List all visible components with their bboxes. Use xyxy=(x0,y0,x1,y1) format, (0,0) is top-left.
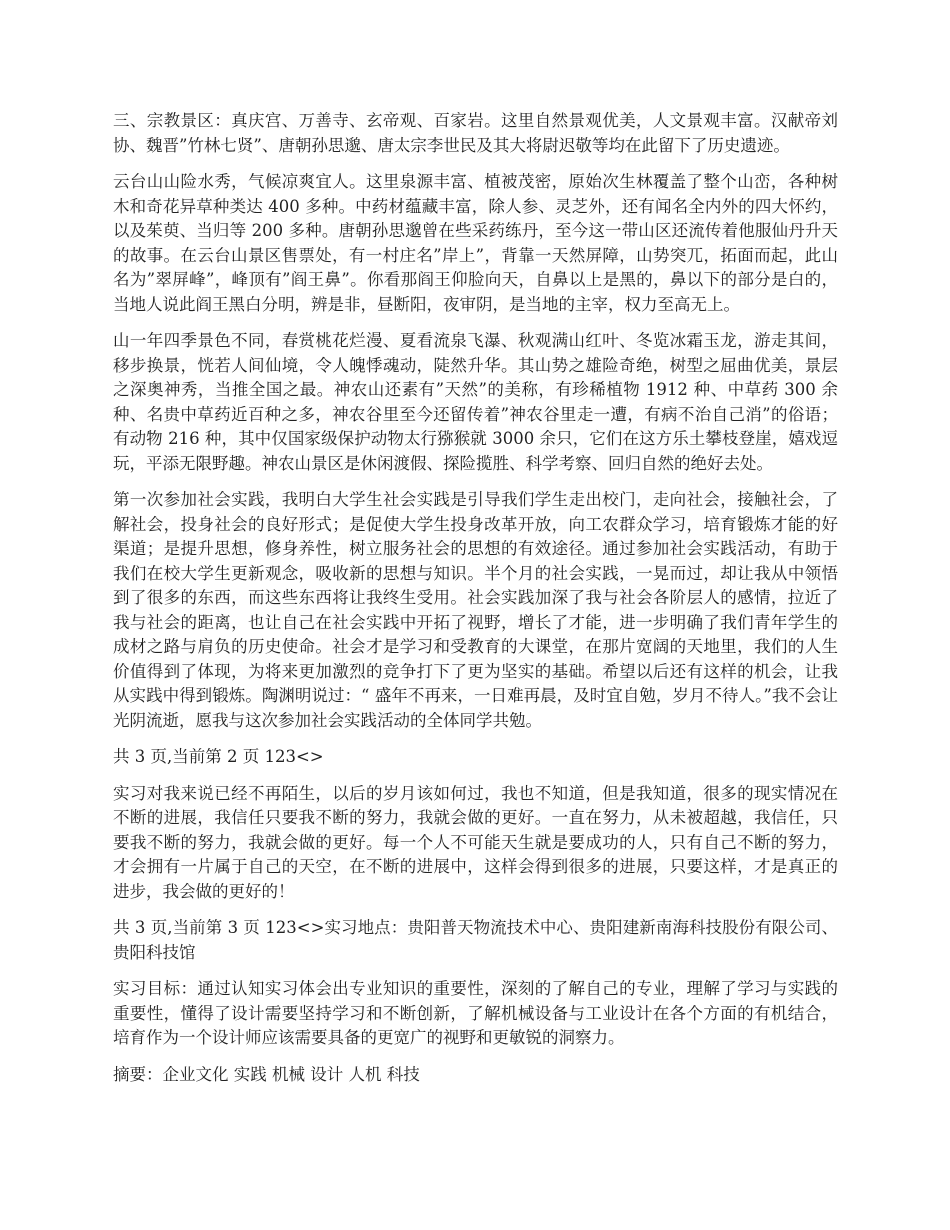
paragraph-internship-reflection: 实习对我来说已经不再陌生，以后的岁月该如何过，我也不知道，但是我知道，很多的现实情况在不断的进展，我信任只要我不断的努力，我就会做的更好。一直在努力，从未被超越，我信任，只要我不断的努力，我就会做的更好。每一个人不可能天生就是要成功的人，只有自己不断的努力，才会拥有一片属于自己的天空，在不断的进展中，这样会得到很多的进展，只要这样，才是真正的进步，我会做的更好的！ xyxy=(113,783,838,901)
paragraph-religious-scenic-area: 三、宗教景区：真庆宫、万善寺、玄帝观、百家岩。这里自然景观优美，人文景观丰富。汉献帝刘协、魏晋”竹林七贤”、唐朝孙思邈、唐太宗李世民及其大将尉迟敬等均在此留下了历史遗迹。 xyxy=(113,111,838,155)
paragraph-shennong-mountain: 山一年四季景色不同，春赏桃花烂漫、夏看流泉飞瀑、秋观满山红叶、冬览冰霜玉龙，游走其间，移步换景，恍若人间仙境，令人魄悸魂动，陡然升华。其山势之雄险奇绝，树型之屈曲优美，景层之深奥神秀，当推全国之最。神农山还素有”天然”的美称，有珍稀植物 1912 种、中草药 300 余种、名贵中草药近百种之多，神农谷里至今还留传着”神农谷里走一遭，有病不治自己消”的俗语；有动物 216 种，其中仅国家级保护动物太行猕猴就 3000 余只，它们在这方乐土攀枝登崖，嬉戏逗玩，平添无限野趣。神农山景区是休闲渡假、探险揽胜、科学考察、回归自然的绝好去处。 xyxy=(113,331,838,473)
paragraph-yuntai-mountain: 云台山山险水秀，气候凉爽宜人。这里泉源丰富、植被茂密，原始次生林覆盖了整个山峦，各种树木和奇花异草种类达 400 多种。中药材蕴藏丰富，除人参、灵芝外，还有闻名全内外的四大怀约，以及茱萸、当归等 200 多种。唐朝孙思邈曾在些采药练丹，至今这一带山区还流传着他服仙丹升天的故事。在云台山景区售票处，有一村庄名”岸上”，背靠一天然屏障，山势突兀，拓面而起，此山名为”翠屏峰”，峰顶有”阎王鼻”。你看那阎王仰脸向天，自鼻以上是黑的，鼻以下的部分是白的，当地人说此阎王黑白分明，辨是非，昼断阳，夜审阴，是当地的主宰，权力至高无上。 xyxy=(113,172,838,314)
paragraph-abstract-keywords: 摘要：企业文化 实践 机械 设计 人机 科技 xyxy=(113,1064,420,1084)
page-indicator-3-location: 共 3 页,当前第 3 页 123<>实习地点：贵阳普天物流技术中心、贵阳建新南海科技股份有限公司、贵阳科技馆 xyxy=(113,918,838,962)
paragraph-internship-goal: 实习目标：通过认知实习体会出专业知识的重要性，深刻的了解自己的专业，理解了学习与实践的重要性，懂得了设计需要坚持学习和不断创新，了解机械设备与工业设计在各个方面的有机结合，培育作为一个设计师应该需要具备的更宽广的视野和更敏锐的洞察力。 xyxy=(113,979,838,1047)
paragraph-social-practice: 第一次参加社会实践，我明白大学生社会实践是引导我们学生走出校门，走向社会，接触社会，了解社会，投身社会的良好形式；是促使大学生投身改革开放，向工农群众学习，培育锻炼才能的好渠道；是提升思想，修身养性，树立服务社会的思想的有效途径。通过参加社会实践活动，有助于我们在校大学生更新观念，吸收新的思想与知识。半个月的社会实践，一晃而过，却让我从中领悟到了很多的东西，而这些东西将让我终生受用。社会实践加深了我与社会各阶层人的感情，拉近了我与社会的距离，也让自己在社会实践中开拓了视野，增长了才能，进一步明确了我们青年学生的成材之路与肩负的历史使命。社会才是学习和受教育的大课堂，在那片宽阔的天地里，我们的人生价值得到了体现，为将来更加激烈的竞争打下了更为坚实的基础。希望以后还有这样的机会，让我从实践中得到锻炼。陶渊明说过：“ 盛年不再来，一日难再晨，及时宜自勉，岁月不待人。”我不会让光阴流逝，愿我与这次参加社会实践活动的全体同学共勉。 xyxy=(113,490,838,730)
page-indicator-2: 共 3 页,当前第 2 页 123<> xyxy=(113,747,324,766)
document-body xyxy=(113,109,838,1087)
